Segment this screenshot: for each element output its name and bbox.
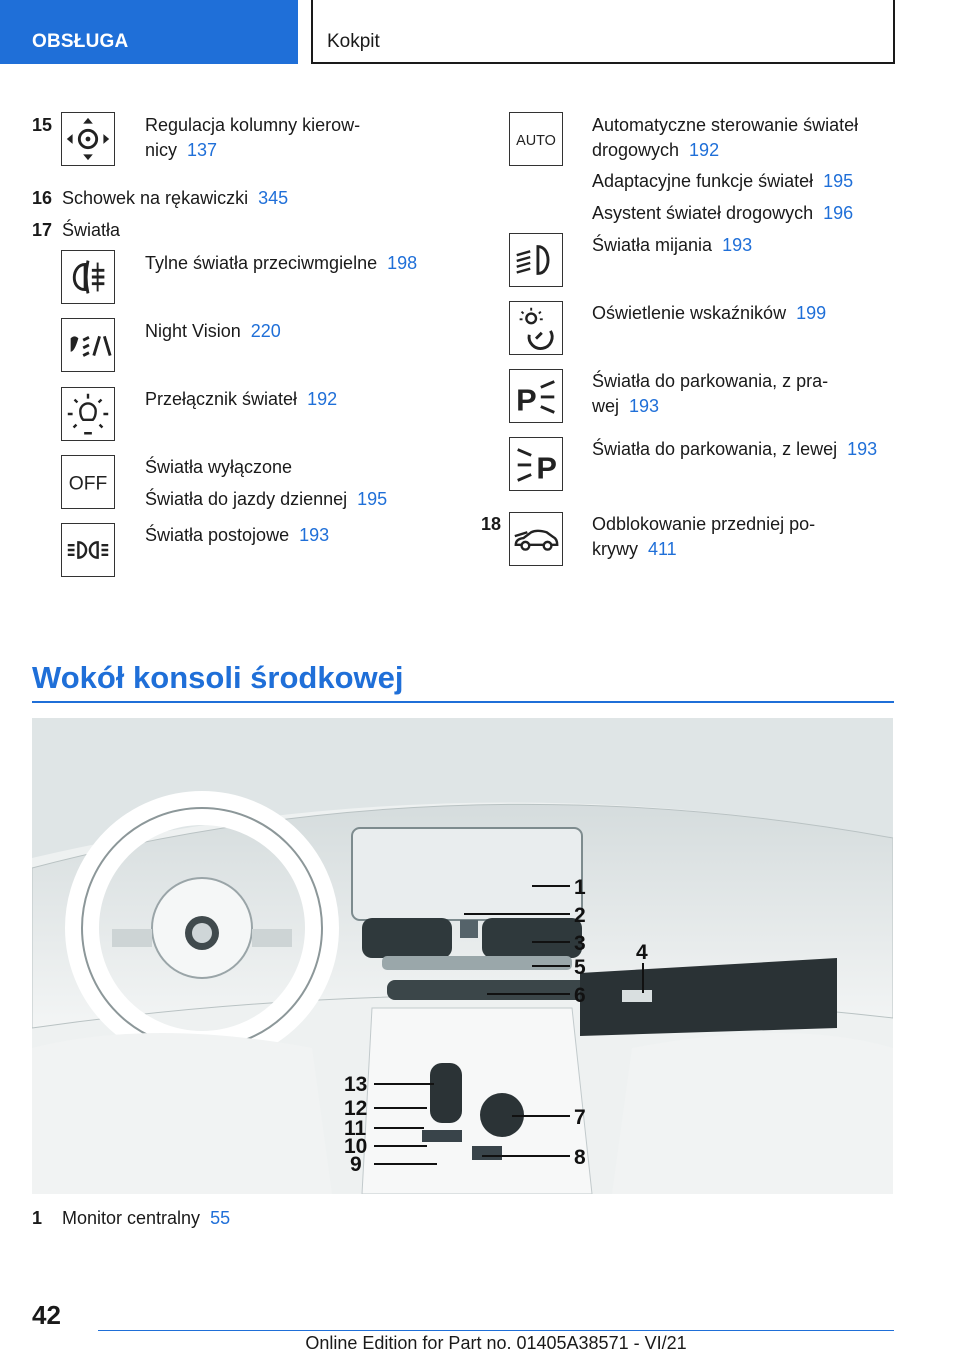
callout-6: 6 <box>574 984 586 1007</box>
svg-text:P: P <box>516 382 537 418</box>
page-ref-193-low[interactable]: 193 <box>722 235 753 255</box>
callout-8: 8 <box>574 1146 586 1169</box>
page-ref-196[interactable]: 196 <box>823 203 854 223</box>
high-beam-assist-text: Asystent świateł drogowych 196 <box>592 203 854 223</box>
page-ref-193-pl[interactable]: 193 <box>847 439 878 459</box>
page-ref-192-auto[interactable]: 192 <box>689 140 720 160</box>
callout-11: 11 <box>344 1117 367 1140</box>
item-17-text: Światła <box>62 220 121 240</box>
item-number-15: 15 <box>32 115 53 135</box>
low-beam-text: Światła mijania 193 <box>592 235 753 255</box>
page-ref-220[interactable]: 220 <box>250 321 281 341</box>
auto-light-icon <box>509 112 563 166</box>
page-ref-199[interactable]: 199 <box>796 303 827 323</box>
rear-fog-light-icon <box>61 250 115 304</box>
callout-5: 5 <box>574 956 586 979</box>
center-console-illustration <box>32 718 893 1194</box>
parking-right-text: Światła do parkowania, z pra- wej 193 <box>592 371 829 416</box>
page-ref-195[interactable]: 195 <box>357 489 388 509</box>
callout-9: 9 <box>350 1153 362 1176</box>
item-number-16: 16 <box>32 188 53 208</box>
page-ref-193-pr[interactable]: 193 <box>629 396 660 416</box>
parking-left-icon <box>509 437 563 491</box>
callout-12: 12 <box>344 1097 368 1120</box>
callout-13: 13 <box>344 1073 368 1096</box>
page-ref-345[interactable]: 345 <box>258 188 289 208</box>
page-ref-411[interactable]: 411 <box>648 539 677 559</box>
svg-text:P: P <box>536 450 557 486</box>
section-divider <box>32 701 894 703</box>
page-number: 42 <box>32 1300 61 1330</box>
lights-off-icon <box>61 455 115 509</box>
auto-light-text: Automatyczne sterowanie świateł drogowych 192 <box>592 115 859 160</box>
callout-3: 3 <box>574 932 586 955</box>
footer-divider <box>98 1330 894 1331</box>
callout-2: 2 <box>574 904 586 927</box>
callout-7: 7 <box>574 1106 586 1129</box>
section-tab: OBSŁUGA <box>0 0 298 64</box>
parking-right-icon <box>509 369 563 423</box>
page-ref-55[interactable]: 55 <box>210 1208 231 1228</box>
page-ref-195-adaptive[interactable]: 195 <box>823 171 854 191</box>
callout-1: 1 <box>574 876 586 899</box>
instrument-lighting-text: Oświetlenie wskaźników 199 <box>592 303 827 323</box>
parking-left-text: Światła do parkowania, z lewej 193 <box>592 439 878 459</box>
lights-item-3: Światła wyłączone Światła do jazdy dziennej 195 <box>145 457 388 509</box>
instrument-lighting-icon <box>509 301 563 355</box>
page-ref-137[interactable]: 137 <box>187 140 218 160</box>
page-ref-193[interactable]: 193 <box>299 525 330 545</box>
callout-4: 4 <box>636 941 648 964</box>
chapter-title: Kokpit <box>311 0 895 64</box>
lights-item-4: Światła postojowe 193 <box>145 525 330 545</box>
page-ref-198[interactable]: 198 <box>387 253 418 273</box>
item-16-text: Schowek na rękawiczki 345 <box>62 188 289 208</box>
edition-footer: Online Edition for Part no. 01405A38571 - VI/21 <box>305 1333 687 1353</box>
caption-text: Monitor centralny 55 <box>62 1208 231 1228</box>
light-switch-icon <box>61 387 115 441</box>
parking-lights-icon <box>61 523 115 577</box>
callout-10: 10 <box>344 1135 368 1158</box>
adaptive-light-text: Adaptacyjne funkcje świateł 195 <box>592 171 854 191</box>
lights-item-0: Tylne światła przeciwmgielne 198 <box>145 253 418 273</box>
section-heading: Wokół konsoli środkowej <box>32 660 404 695</box>
lights-item-1: Night Vision 220 <box>145 321 281 341</box>
item-15-text: Regulacja kolumny kierow- nicy 137 <box>145 115 361 160</box>
svg-text:AUTO: AUTO <box>516 132 556 149</box>
page-ref-192[interactable]: 192 <box>307 389 338 409</box>
hood-release-text: Odblokowanie przedniej po- krywy 411 <box>592 514 816 559</box>
caption-number: 1 <box>32 1208 43 1228</box>
svg-text:OFF: OFF <box>68 473 108 495</box>
steering-column-icon <box>61 112 115 166</box>
night-vision-icon <box>61 318 115 372</box>
item-number-18: 18 <box>481 514 502 534</box>
item-number-17: 17 <box>32 220 53 240</box>
hood-release-icon <box>509 512 563 566</box>
lights-item-2: Przełącznik świateł 192 <box>145 389 338 409</box>
low-beam-icon <box>509 233 563 287</box>
